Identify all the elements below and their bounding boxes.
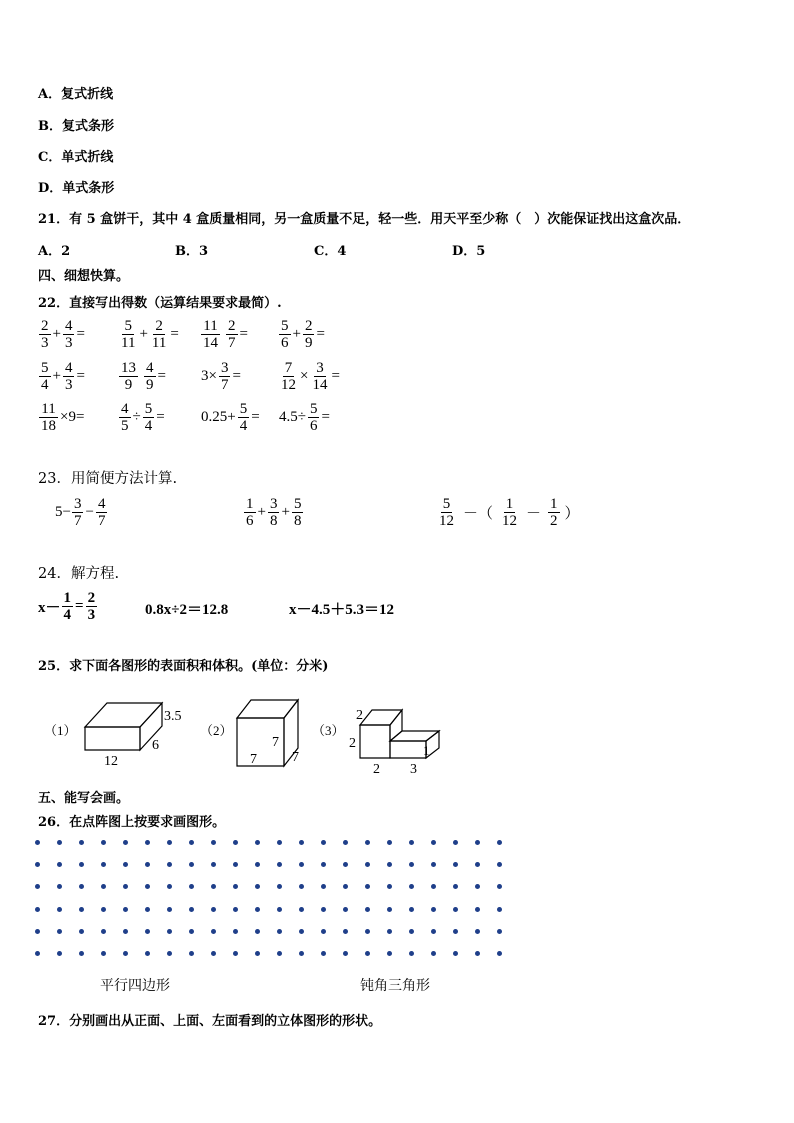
grid-dot (189, 929, 194, 934)
grid-dot (365, 862, 370, 867)
q23-e2-frac-b: $\frac{3}{8}$ (269, 496, 278, 529)
grid-dot (453, 862, 458, 867)
q21-option-c: C．4 (314, 244, 347, 259)
grid-dot (497, 862, 502, 867)
grid-dot (299, 884, 304, 889)
grid-dot (497, 840, 502, 845)
operator: + (292, 326, 301, 342)
grid-dot (123, 840, 128, 845)
q23-e3-frac-b: $\frac{1}{12}$ (502, 496, 518, 529)
grid-dot (145, 862, 150, 867)
grid-dot (409, 862, 414, 867)
equals-sign: = (331, 368, 340, 384)
q22-expression (38, 360, 86, 393)
option-c: C．单式折线 (38, 150, 114, 165)
q23-e3-operator: －（ (463, 506, 494, 522)
grid-dot (277, 862, 282, 867)
cube-edge-label-3: 7 (292, 750, 299, 765)
grid-dot (497, 884, 502, 889)
fraction: $\frac{5}{6}$ (281, 318, 289, 351)
operator: ÷ (132, 409, 141, 425)
cuboid-width-label: 6 (152, 738, 159, 753)
grid-dot (211, 929, 216, 934)
grid-dot (189, 884, 194, 889)
fraction: $\frac{5}{4}$ (144, 401, 153, 434)
composite-top-height-label: 2 (356, 708, 363, 723)
question-27: 27．分别画出从正面、上面、左面看到的立体图形的形状。 (38, 1014, 382, 1029)
grid-dot (365, 884, 370, 889)
operator: ×9= (60, 409, 85, 425)
grid-dot (321, 862, 326, 867)
grid-dot (387, 862, 392, 867)
fraction: $\frac{4}{5}$ (121, 401, 129, 434)
q21-option-a: A．2 (38, 244, 71, 259)
grid-dot (299, 951, 304, 956)
grid-dot (453, 951, 458, 956)
section-4-heading: 四、细想快算。 (38, 269, 130, 284)
grid-dot (277, 951, 282, 956)
grid-dot (497, 929, 502, 934)
q23-e3-frac-c: $\frac{1}{2}$ (550, 496, 558, 529)
equals-sign: = (76, 368, 85, 384)
grid-dot (211, 884, 216, 889)
grid-dot (475, 951, 480, 956)
equals-sign: = (316, 326, 325, 342)
grid-dot (321, 929, 326, 934)
question-22: 22．直接写出得数（运算结果要求最简）. (38, 296, 282, 311)
grid-dot (211, 840, 216, 845)
q23-e1-frac-b: $\frac{4}{7}$ (97, 496, 106, 529)
grid-dot (453, 929, 458, 934)
grid-dot (299, 840, 304, 845)
grid-dot (101, 840, 106, 845)
q23-e1-prefix: 5− (55, 504, 71, 520)
cuboid-figure (85, 703, 162, 750)
q22-expression (278, 360, 341, 393)
equals-sign: = (232, 368, 241, 384)
q23-expression-1 (55, 496, 108, 529)
grid-dot (431, 840, 436, 845)
grid-dot (321, 907, 326, 912)
grid-dot (79, 840, 84, 845)
q23-e3-frac-a: $\frac{5}{12}$ (439, 496, 454, 529)
grid-dot (387, 907, 392, 912)
option-b: B．复式条形 (38, 119, 114, 134)
composite-width-2-label: 3 (410, 762, 417, 775)
grid-dot (431, 907, 436, 912)
grid-dot (211, 862, 216, 867)
q24-e1-frac-b: $\frac{2}{3}$ (87, 590, 96, 623)
grid-dot (57, 929, 62, 934)
grid-dot (123, 884, 128, 889)
q24-e1-equals: = (75, 598, 84, 614)
fraction: $\frac{7}{12}$ (281, 360, 296, 393)
grid-dot (101, 929, 106, 934)
equals-sign: = (321, 409, 330, 425)
grid-dot (189, 951, 194, 956)
equals-sign: = (156, 409, 165, 425)
grid-dot (233, 862, 238, 867)
q23-e2-operator-1: + (257, 504, 266, 520)
grid-dot (453, 840, 458, 845)
grid-dot (211, 907, 216, 912)
fraction: $\frac{2}{11}$ (151, 318, 167, 351)
grid-dot (277, 929, 282, 934)
grid-dot (189, 840, 194, 845)
grid-dot (453, 884, 458, 889)
grid-dot (255, 907, 260, 912)
grid-dot (409, 951, 414, 956)
grid-dot (167, 884, 172, 889)
grid-dot (167, 862, 172, 867)
composite-width-1-label: 2 (373, 762, 380, 775)
grid-dot (189, 862, 194, 867)
grid-dot (475, 840, 480, 845)
q25-figures (40, 695, 460, 775)
grid-dot (321, 884, 326, 889)
grid-dot (101, 884, 106, 889)
grid-dot (343, 951, 348, 956)
fraction: $\frac{2}{3}$ (41, 318, 49, 351)
fraction: $\frac{5}{6}$ (309, 401, 318, 434)
expression-prefix: 0.25+ (201, 409, 236, 425)
grid-dot (321, 951, 326, 956)
grid-dot (409, 929, 414, 934)
grid-dot (255, 884, 260, 889)
grid-dot (475, 884, 480, 889)
grid-dot (497, 907, 502, 912)
grid-dot (233, 840, 238, 845)
grid-dot (167, 907, 172, 912)
q23-e3-close-paren: ） (564, 506, 580, 522)
grid-dot (431, 929, 436, 934)
grid-dot (299, 862, 304, 867)
fraction: $\frac{2}{7}$ (228, 318, 236, 351)
expression-prefix: 4.5÷ (279, 409, 306, 425)
grid-dot (167, 951, 172, 956)
grid-dot (123, 929, 128, 934)
grid-dot (299, 907, 304, 912)
equals-sign: = (239, 326, 248, 342)
grid-dot (343, 840, 348, 845)
grid-dot (57, 884, 62, 889)
grid-dot (35, 884, 40, 889)
equals-sign: = (76, 326, 85, 342)
grid-dot (387, 951, 392, 956)
grid-dot (453, 907, 458, 912)
q24-equation-2: 0.8x÷2＝12.8 (145, 602, 229, 618)
question-23: 23．用简便方法计算. (38, 471, 178, 487)
equals-sign: = (157, 368, 166, 384)
grid-dot (409, 907, 414, 912)
grid-dot (79, 951, 84, 956)
grid-dot (35, 862, 40, 867)
fraction: $\frac{2}{9}$ (304, 318, 313, 351)
grid-dot (57, 951, 62, 956)
q22-expression (118, 401, 166, 434)
operator: + (139, 326, 148, 342)
expression-prefix: 3× (201, 368, 217, 384)
grid-dot (233, 951, 238, 956)
grid-dot (123, 862, 128, 867)
caption-parallelogram: 平行四边形 (100, 978, 170, 994)
q25-label-3: （3） (312, 723, 345, 738)
grid-dot (145, 951, 150, 956)
grid-dot (35, 929, 40, 934)
grid-dot (211, 951, 216, 956)
q23-e2-frac-a: $\frac{1}{6}$ (246, 496, 254, 529)
q25-label-2: （2） (200, 723, 233, 738)
q21-option-d: D．5 (452, 244, 486, 259)
grid-dot (409, 840, 414, 845)
grid-dot (101, 862, 106, 867)
grid-dot (57, 862, 62, 867)
q22-expression (38, 318, 86, 351)
grid-dot (497, 951, 502, 956)
grid-dot (79, 929, 84, 934)
grid-dot (123, 907, 128, 912)
q23-e1-operator: − (85, 504, 94, 520)
grid-dot (79, 884, 84, 889)
grid-dot (233, 884, 238, 889)
q22-expression (278, 318, 326, 351)
grid-dot (365, 929, 370, 934)
q22-expression (118, 360, 167, 393)
operator: × (300, 368, 309, 384)
composite-height-label: 2 (349, 736, 356, 751)
grid-dot (299, 929, 304, 934)
grid-dot (343, 862, 348, 867)
fraction: $\frac{4}{9}$ (146, 360, 154, 393)
grid-dot (255, 929, 260, 934)
fraction: $\frac{3}{7}$ (220, 360, 229, 393)
grid-dot (145, 929, 150, 934)
grid-dot (365, 840, 370, 845)
grid-dot (431, 951, 436, 956)
grid-dot (123, 951, 128, 956)
grid-dot (255, 862, 260, 867)
grid-dot (255, 840, 260, 845)
q22-expression (118, 318, 180, 351)
cube-figure (237, 700, 298, 766)
grid-dot (277, 907, 282, 912)
q23-expression-2 (243, 496, 304, 529)
grid-dot (343, 907, 348, 912)
grid-dot (233, 929, 238, 934)
q22-expression (38, 401, 85, 434)
question-25: 25．求下面各图形的表面积和体积。(单位：分米) (38, 659, 329, 674)
fraction: $\frac{5}{11}$ (121, 318, 136, 351)
fraction: $\frac{4}{3}$ (64, 318, 73, 351)
grid-dot (365, 907, 370, 912)
grid-dot (387, 840, 392, 845)
option-d: D．单式条形 (38, 181, 115, 196)
grid-dot (365, 951, 370, 956)
q25-label-1: （1） (44, 723, 77, 738)
question-26: 26．在点阵图上按要求画图形。 (38, 815, 226, 830)
fraction: $\frac{11}{14}$ (203, 318, 218, 351)
q23-e2-frac-c: $\frac{5}{8}$ (293, 496, 302, 529)
q24-equation-1 (38, 590, 98, 623)
grid-dot (343, 929, 348, 934)
composite-step-label: 1 (423, 743, 430, 758)
question-21: 21．有 5 盒饼干，其中 4 盒质量相同，另一盒质量不足，轻一些．用天平至少称（ ）次能保证找出这盒次品． (38, 212, 691, 227)
grid-dot (145, 840, 150, 845)
grid-dot (145, 884, 150, 889)
q23-e2-operator-2: + (281, 504, 290, 520)
question-24: 24．解方程. (38, 566, 120, 582)
grid-dot (145, 907, 150, 912)
grid-dot (167, 929, 172, 934)
q24-e1-prefix: x－ (38, 600, 61, 616)
q24-equation-3: x－4.5＋5.3＝12 (289, 602, 395, 618)
grid-dot (277, 840, 282, 845)
q23-expression-3 (436, 496, 581, 529)
grid-dot (277, 884, 282, 889)
fraction: $\frac{5}{4}$ (239, 401, 248, 434)
grid-dot (101, 907, 106, 912)
grid-dot (387, 929, 392, 934)
grid-dot (343, 884, 348, 889)
grid-dot (79, 862, 84, 867)
grid-dot (475, 862, 480, 867)
section-5-heading: 五、能写会画。 (38, 791, 130, 806)
grid-dot (475, 929, 480, 934)
q23-e3-operator-2: － (526, 506, 542, 522)
fraction: $\frac{5}{4}$ (41, 360, 49, 393)
grid-dot (475, 907, 480, 912)
fraction: $\frac{11}{18}$ (41, 401, 56, 434)
grid-dot (167, 840, 172, 845)
caption-obtuse-triangle: 钝角三角形 (360, 978, 430, 994)
grid-dot (35, 951, 40, 956)
fraction: $\frac{3}{14}$ (312, 360, 328, 393)
q22-expression (200, 401, 261, 434)
option-a: A．复式折线 (38, 87, 114, 102)
q22-expression (200, 318, 249, 351)
operator: + (52, 326, 61, 342)
grid-dot (409, 884, 414, 889)
grid-dot (189, 907, 194, 912)
equals-sign: = (170, 326, 179, 342)
cube-edge-label-1: 7 (250, 752, 257, 767)
grid-dot (101, 951, 106, 956)
grid-dot (431, 862, 436, 867)
equals-sign: = (251, 409, 260, 425)
grid-dot (387, 884, 392, 889)
grid-dot (79, 907, 84, 912)
grid-dot (35, 840, 40, 845)
q24-e1-frac-a: $\frac{1}{4}$ (63, 590, 72, 623)
grid-dot (35, 907, 40, 912)
cube-edge-label-2: 7 (272, 735, 279, 750)
grid-dot (321, 840, 326, 845)
q21-option-b: B．3 (175, 244, 209, 259)
q23-e1-frac-a: $\frac{3}{7}$ (73, 496, 82, 529)
cuboid-height-label: 3.5 (164, 709, 182, 724)
operator: + (52, 368, 61, 384)
grid-dot (233, 907, 238, 912)
grid-dot (57, 840, 62, 845)
fraction: $\frac{13}{9}$ (121, 360, 136, 393)
cuboid-length-label: 12 (104, 754, 118, 769)
q22-expression (200, 360, 242, 393)
fraction: $\frac{4}{3}$ (64, 360, 73, 393)
grid-dot (57, 907, 62, 912)
grid-dot (255, 951, 260, 956)
q22-expression (278, 401, 331, 434)
grid-dot (431, 884, 436, 889)
